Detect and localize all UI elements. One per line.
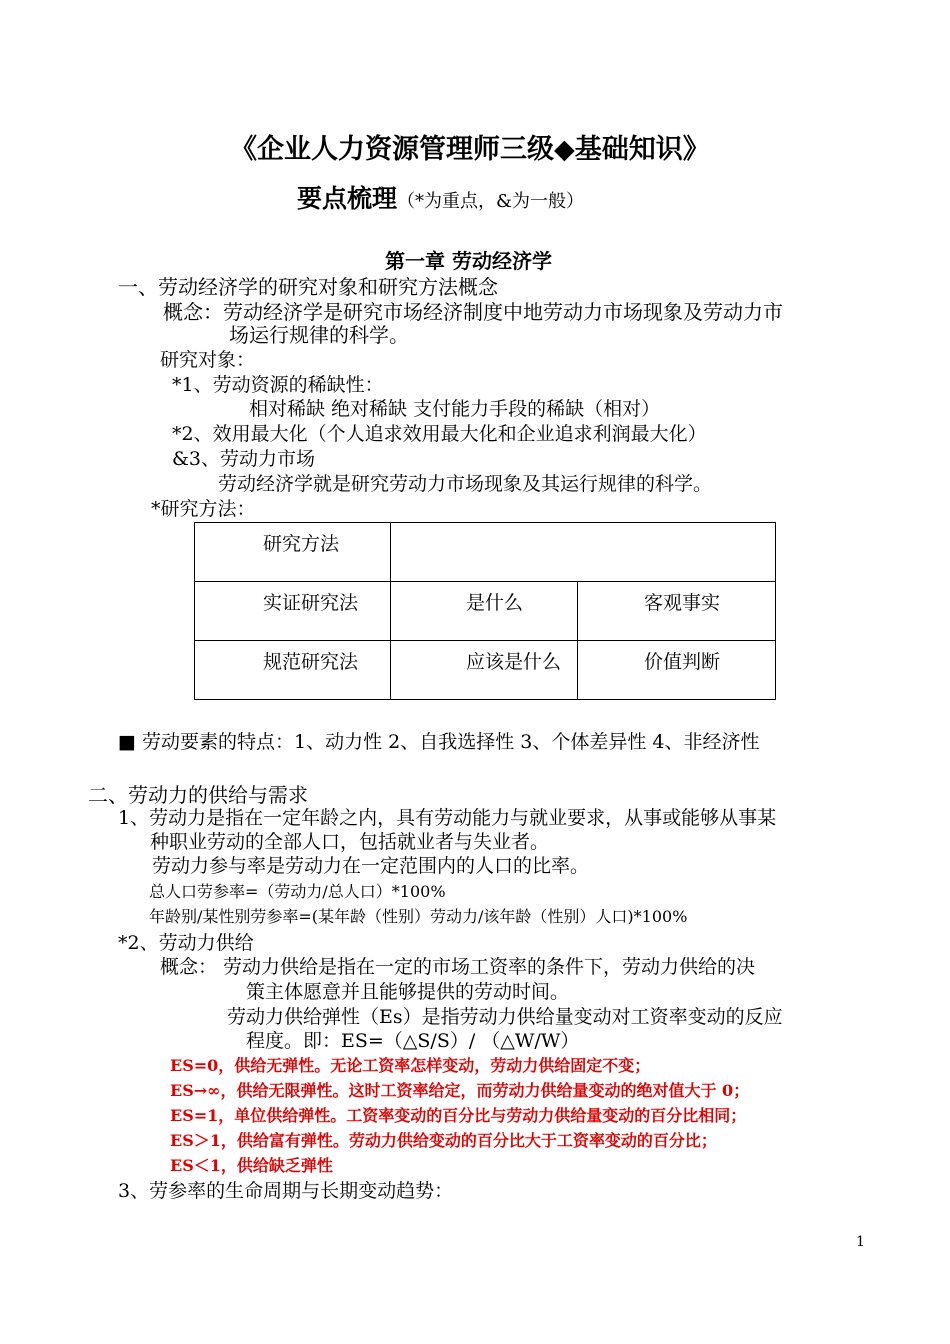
es-case-4: ES＞1，供给富有弹性。劳动力供给变动的百分比大于工资率变动的百分比；	[170, 1131, 717, 1150]
es-case-2: ES→∞，供给无限弹性。这时工资率给定，而劳动力供给量变动的绝对值大于 0；	[170, 1081, 750, 1100]
labor-supply-title: *2、劳动力供给	[118, 932, 254, 954]
elasticity-line-1: 劳动力供给弹性（Es）是指劳动力供给量变动对工资率变动的反应	[227, 1006, 783, 1028]
object-item-3-detail: 劳动经济学就是研究劳动力市场现象及其运行规律的科学。	[218, 473, 713, 495]
chapter-heading: 第一章 劳动经济学	[385, 249, 552, 273]
es-case-5: ES＜1，供给缺乏弹性	[170, 1156, 333, 1175]
concept-line-2: 场运行规律的科学。	[229, 323, 409, 347]
object-item-3: &3、劳动力市场	[172, 448, 316, 470]
es-case-3: ES=1，单位供给弹性。工资率变动的百分比与劳动力供给量变动的百分比相同；	[170, 1106, 747, 1125]
section2-title: 二、劳动力的供给与需求	[88, 783, 308, 807]
research-object-label: 研究对象：	[160, 349, 256, 371]
subtitle-text: 要点梳理	[297, 184, 398, 213]
table-cell: 是什么	[391, 582, 578, 641]
table-row	[195, 523, 776, 582]
object-item-1-detail: 相对稀缺 绝对稀缺 支付能力手段的稀缺（相对）	[249, 398, 661, 420]
object-item-1: *1、劳动资源的稀缺性：	[172, 374, 384, 396]
elasticity-line-2: 程度。即：ES=（△S/S）/ （△W/W）	[246, 1030, 580, 1052]
supply-concept-line-1: 概念： 劳动力供给是指在一定的市场工资率的条件下，劳动力供给的决	[160, 956, 756, 978]
document-subtitle	[297, 185, 584, 214]
research-method-label: *研究方法：	[151, 498, 256, 520]
formula-total-rate: 总人口劳参率=（劳动力/总人口）*100%	[149, 882, 446, 901]
supply-concept-line-2: 策主体愿意并且能够提供的劳动时间。	[246, 981, 570, 1003]
section1-title: 一、劳动经济学的研究对象和研究方法概念	[118, 275, 498, 299]
object-item-2: *2、效用最大化（个人追求效用最大化和企业追求利润最大化）	[172, 423, 707, 445]
document-title: 《企业人力资源管理师三级◆基础知识》	[230, 134, 710, 165]
table-cell: 规范研究法	[195, 641, 391, 700]
labor-definition-line-1: 1、劳动力是指在一定年龄之内，具有劳动能力与就业要求，从事或能够从事某	[118, 807, 777, 829]
table-cell: 客观事实	[578, 582, 776, 641]
table-cell: 价值判断	[578, 641, 776, 700]
page-number: 1	[856, 1234, 865, 1250]
concept-line-1: 概念：劳动经济学是研究市场经济制度中地劳动力市场现象及劳动力市	[163, 300, 783, 324]
participation-rate-text: 劳动力参与率是劳动力在一定范围内的人口的比率。	[152, 855, 590, 877]
labor-definition-line-2: 种职业劳动的全部人口，包括就业者与失业者。	[150, 831, 550, 853]
es-case-1: ES=0，供给无弹性。无论工资率怎样变动，劳动力供给固定不变；	[170, 1056, 651, 1075]
research-methods-table	[194, 522, 776, 700]
participation-lifecycle-title: 3、劳参率的生命周期与长期变动趋势：	[118, 1180, 454, 1202]
formula-age-rate: 年龄别/某性别劳参率=(某年龄（性别）劳动力/该年龄（性别）人口)*100%	[149, 907, 688, 926]
subtitle-note: （*为重点，&为一般）	[397, 191, 585, 212]
table-row	[195, 582, 776, 641]
table-cell: 应该是什么	[391, 641, 578, 700]
table-row	[195, 641, 776, 700]
table-cell: 研究方法	[195, 523, 391, 582]
table-cell	[391, 523, 776, 582]
labor-features: ■ 劳动要素的特点：1、动力性 2、自我选择性 3、个体差异性 4、非经济性	[118, 731, 760, 753]
table-cell: 实证研究法	[195, 582, 391, 641]
